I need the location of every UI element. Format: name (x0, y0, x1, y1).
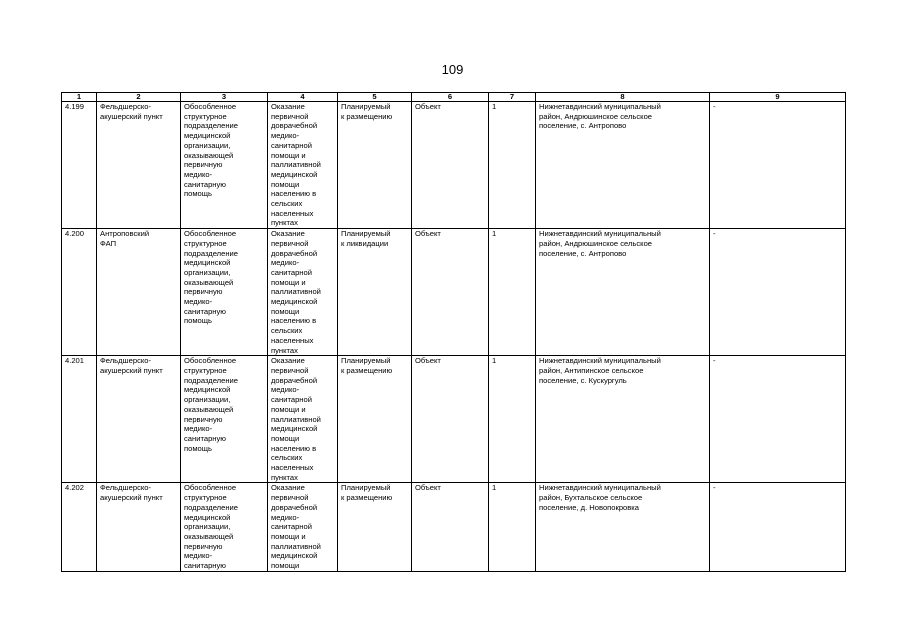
cell-number: 4.199 (62, 102, 97, 229)
table-row (62, 356, 846, 483)
cell-name: Фельдшерско- акушерский пункт (97, 102, 181, 229)
cell-number: 4.201 (62, 356, 97, 483)
column-header-9: 9 (710, 93, 846, 102)
cell-location: Нижнетавдинский муниципальный район, Антипинское сельское поселение, с. Кускургуль (536, 356, 710, 483)
registry-table (61, 92, 846, 572)
column-header-8: 8 (536, 93, 710, 102)
cell-purpose: Оказание первичной доврачебной медико- санитарной помощи и паллиативной медицинской помощи населению в сельских населенных пунктах (268, 102, 338, 229)
column-header-2: 2 (97, 93, 181, 102)
column-header-4: 4 (268, 93, 338, 102)
column-header-6: 6 (412, 93, 489, 102)
cell-type: Обособленное структурное подразделение медицинской организации, оказывающей первичную медико- санитарную помощь (181, 229, 268, 356)
cell-status: Планируемый к размещению (338, 102, 412, 229)
cell-name: Фельдшерско- акушерский пункт (97, 483, 181, 571)
table-row (62, 229, 846, 356)
cell-purpose: Оказание первичной доврачебной медико- санитарной помощи и паллиативной медицинской помощи населению в сельских населенных пунктах (268, 229, 338, 356)
cell-count: 1 (489, 483, 536, 571)
cell-status: Планируемый к ликвидации (338, 229, 412, 356)
cell-count: 1 (489, 102, 536, 229)
cell-location: Нижнетавдинский муниципальный район, Бухтальское сельское поселение, д. Новопокровка (536, 483, 710, 571)
cell-note: - (710, 356, 846, 483)
cell-note: - (710, 229, 846, 356)
cell-kind: Объект (412, 229, 489, 356)
column-header-5: 5 (338, 93, 412, 102)
cell-kind: Объект (412, 483, 489, 571)
cell-type: Обособленное структурное подразделение медицинской организации, оказывающей первичную медико- санитарную помощь (181, 102, 268, 229)
cell-type: Обособленное структурное подразделение медицинской организации, оказывающей первичную медико- санитарную помощь (181, 356, 268, 483)
cell-number: 4.202 (62, 483, 97, 571)
header-row (62, 93, 846, 102)
cell-location: Нижнетавдинский муниципальный район, Андрюшинское сельское поселение, с. Антропово (536, 102, 710, 229)
cell-note: - (710, 483, 846, 571)
cell-name: Фельдшерско- акушерский пункт (97, 356, 181, 483)
cell-location: Нижнетавдинский муниципальный район, Андрюшинское сельское поселение, с. Антропово (536, 229, 710, 356)
cell-count: 1 (489, 229, 536, 356)
column-header-7: 7 (489, 93, 536, 102)
table-row (62, 102, 846, 229)
cell-number: 4.200 (62, 229, 97, 356)
page-number: 109 (441, 62, 464, 77)
cell-status: Планируемый к размещению (338, 356, 412, 483)
cell-count: 1 (489, 356, 536, 483)
cell-kind: Объект (412, 102, 489, 229)
cell-name: Антроповский ФАП (97, 229, 181, 356)
column-header-3: 3 (181, 93, 268, 102)
cell-kind: Объект (412, 356, 489, 483)
cell-purpose: Оказание первичной доврачебной медико- санитарной помощи и паллиативной медицинской помощи населению в сельских населенных пунктах (268, 356, 338, 483)
cell-type: Обособленное структурное подразделение медицинской организации, оказывающей первичную медико- санитарную (181, 483, 268, 571)
column-header-1: 1 (62, 93, 97, 102)
cell-note: - (710, 102, 846, 229)
table-row (62, 483, 846, 571)
cell-purpose: Оказание первичной доврачебной медико- санитарной помощи и паллиативной медицинской помощи (268, 483, 338, 571)
cell-status: Планируемый к размещению (338, 483, 412, 571)
